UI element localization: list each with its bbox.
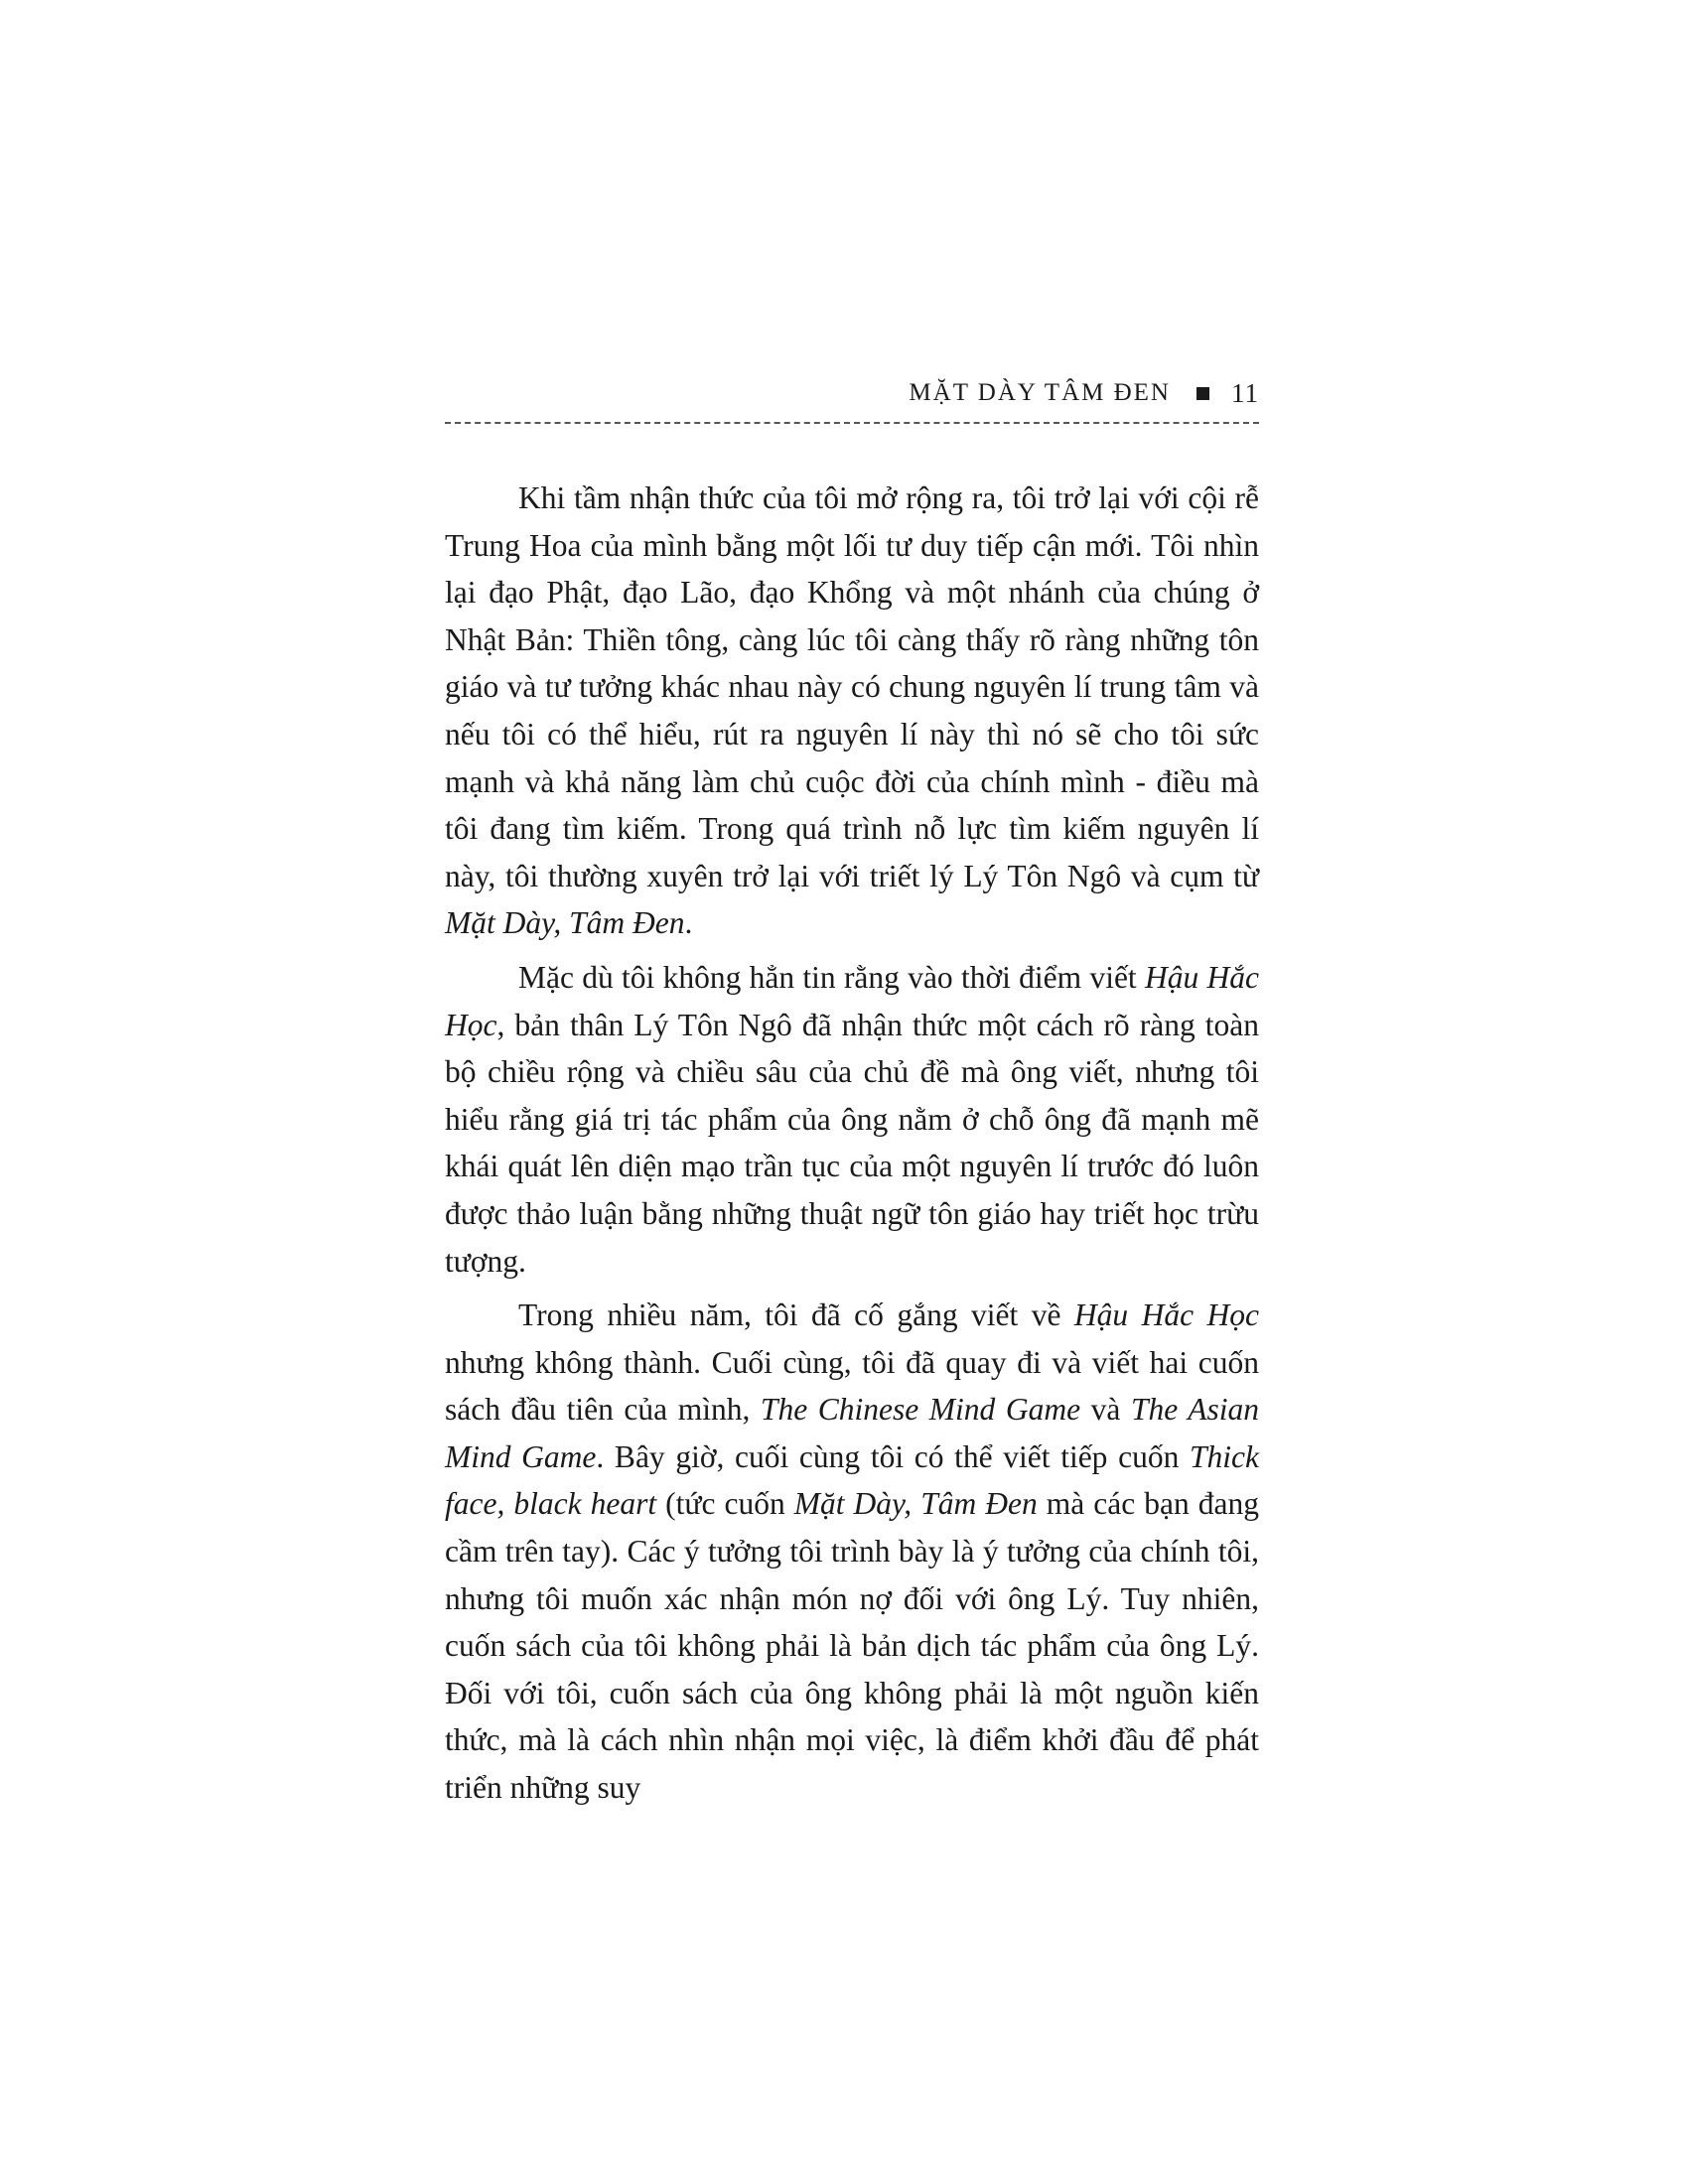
paragraph-3: Trong nhiều năm, tôi đã cố gắng viết về Hậu Hắc Học nhưng không thành. Cuối cùng, tôi đã quay đi và viết hai cuốn sách đầu tiên của mình, The Chinese Mind Game và The Asian Mind Game. Bây giờ, cuối cùng tôi có thể viết tiếp cuốn Thick face, black heart (tức cuốn Mặt Dày, Tâm Đen mà các bạn đang cầm trên tay). Các ý tưởng tôi trình bày là ý tưởng của chính tôi, nhưng tôi muốn xác nhận món nợ đối với ông Lý. Tuy nhiên, cuốn sách của tôi không phải là bản dịch tác phẩm của ông Lý. Đối với tôi, cuốn sách của ông không phải là một nguồn kiến thức, mà là cách nhìn nhận mọi việc, là điểm khởi đầu để phát triển những suy <box>445 1297 1260 1806</box>
running-header <box>445 373 1259 413</box>
header-dashed-rule <box>445 422 1259 424</box>
paragraph-2: Mặc dù tôi không hẳn tin rằng vào thời điểm viết Hậu Hắc Học, bản thân Lý Tôn Ngô đã nhận thức một cách rõ ràng toàn bộ chiều rộng và chiều sâu của chủ đề mà ông viết, nhưng tôi hiểu rằng giá trị tác phẩm của ông nằm ở chỗ ông đã mạnh mẽ khái quát lên diện mạo trần tục của một nguyên lí trước đó luôn được thảo luận bằng những thuật ngữ tôn giáo hay triết học trừu tượng. <box>445 959 1260 1279</box>
square-bullet-icon <box>1196 387 1209 400</box>
page-number: 11 <box>1231 377 1259 408</box>
running-title: MẶT DÀY TÂM ĐEN <box>909 379 1171 406</box>
body-text <box>445 475 1259 1819</box>
paragraph-1: Khi tầm nhận thức của tôi mở rộng ra, tôi trở lại với cội rễ Trung Hoa của mình bằng một lối tư duy tiếp cận mới. Tôi nhìn lại đạo Phật, đạo Lão, đạo Khổng và một nhánh của chúng ở Nhật Bản: Thiền tông, càng lúc tôi càng thấy rõ ràng những tôn giáo và tư tưởng khác nhau này có chung nguyên lí trung tâm và nếu tôi có thể hiểu, rút ra nguyên lí này thì nó sẽ cho tôi sức mạnh và khả năng làm chủ cuộc đời của chính mình - điều mà tôi đang tìm kiếm. Trong quá trình nỗ lực tìm kiếm nguyên lí này, tôi thường xuyên trở lại với triết lý Lý Tôn Ngô và cụm từ Mặt Dày, Tâm Đen. <box>445 480 1259 941</box>
